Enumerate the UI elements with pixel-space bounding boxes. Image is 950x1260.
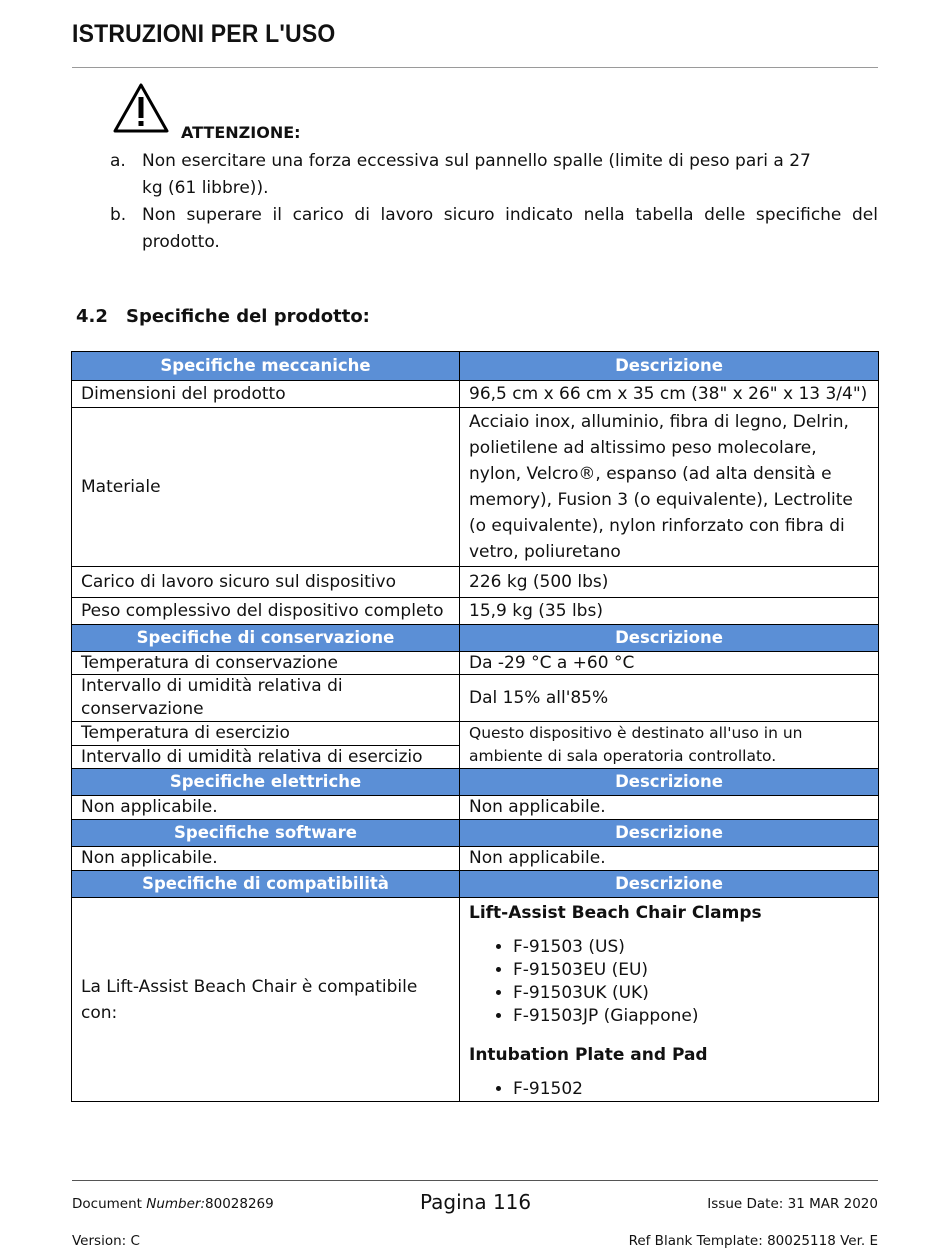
list-item: • F-91502 (513, 1078, 869, 1101)
doc-number: 80028269 (205, 1196, 274, 1212)
doc-label-italic: Number: (146, 1196, 206, 1212)
footer-page-number: Pagina 116 (420, 1190, 532, 1214)
header-cell: Descrizione (460, 871, 879, 898)
compat-list (469, 1078, 869, 1101)
footer-template: Ref Blank Template: 80025118 Ver. E (628, 1233, 878, 1249)
warning-item-letter: b. (110, 205, 127, 225)
compatibility-cell (460, 898, 879, 1102)
spec-value-cell: 96,5 cm x 66 cm x 35 cm (38" x 26" x 13 3/4") (460, 381, 879, 408)
header-cell: Specifiche di compatibilità (72, 871, 460, 898)
table-row (72, 598, 879, 625)
spec-value-cell: Questo dispositivo è destinato all'uso in un ambiente di sala operatoria controllato. (460, 722, 879, 769)
header-cell: Descrizione (460, 625, 879, 652)
table-header-row (72, 625, 879, 652)
warning-list (110, 148, 878, 256)
header-cell: Descrizione (460, 352, 879, 381)
list-item: • F-91503 (US) (513, 936, 869, 959)
table-row (72, 898, 879, 1102)
compat-list (469, 936, 869, 1028)
header-cell: Specifiche elettriche (72, 769, 460, 796)
table-header-row (72, 820, 879, 847)
spec-value-cell: Da -29 °C a +60 °C (460, 652, 879, 675)
table-row (72, 408, 879, 567)
doc-label: Document (72, 1196, 147, 1212)
spec-name-cell: Non applicabile. (72, 796, 460, 820)
table-row (72, 675, 879, 722)
spec-name-cell: Intervallo di umidità relativa di conservazione (72, 675, 460, 722)
spec-name-cell: Non applicabile. (72, 847, 460, 871)
header-cell: Descrizione (460, 769, 879, 796)
footer-issue-date: Issue Date: 31 MAR 2020 (707, 1196, 878, 1212)
spec-name-cell: Materiale (72, 408, 460, 567)
spec-name-cell: Temperatura di conservazione (72, 652, 460, 675)
table-row (72, 652, 879, 675)
spec-value-cell: Non applicabile. (460, 796, 879, 820)
table-row (72, 381, 879, 408)
table-header-row (72, 352, 879, 381)
section-heading (76, 306, 370, 327)
page-header-title: ISTRUZIONI PER L'USO (72, 20, 336, 48)
warning-triangle-icon (112, 82, 170, 134)
spec-value-cell: Acciaio inox, alluminio, fibra di legno, Delrin, polietilene ad altissimo peso molecolare, nylon, Velcro®, espanso (ad alta densità e memory), Fusion 3 (o equivalente), Lectrolite (o equivalente), nylon rinforzato con fibra di vetro, poliuretano (460, 408, 879, 567)
spec-value-cell: 226 kg (500 lbs) (460, 567, 879, 598)
header-cell: Specifiche meccaniche (72, 352, 460, 381)
list-item: • F-91503UK (UK) (513, 982, 869, 1005)
section-number: 4.2 (76, 306, 108, 327)
footer-divider (72, 1180, 878, 1181)
table-row (72, 847, 879, 871)
table-row (72, 796, 879, 820)
warning-item-text: Non superare il carico di lavoro sicuro indicato nella tabella delle specifiche del prodotto. (142, 205, 878, 252)
list-item: • F-91503EU (EU) (513, 959, 869, 982)
spec-name-cell: Peso complessivo del dispositivo completo (72, 598, 460, 625)
compat-group-title: Intubation Plate and Pad (469, 1045, 708, 1065)
header-divider (72, 67, 878, 68)
spec-name-cell: Temperatura di esercizio (72, 722, 460, 746)
warning-item-text: Non esercitare una forza eccessiva sul pannello spalle (limite di peso pari a 27 kg (61 libbre)). (142, 151, 811, 198)
header-cell: Descrizione (460, 820, 879, 847)
product-spec-table (71, 351, 879, 1102)
table-header-row (72, 769, 879, 796)
list-item: • F-91503JP (Giappone) (513, 1005, 869, 1028)
warning-item (110, 202, 878, 256)
footer-version: Version: C (72, 1233, 140, 1249)
spec-name-cell: La Lift-Assist Beach Chair è compatibile con: (72, 898, 460, 1102)
spec-value-cell: Dal 15% all'85% (460, 675, 879, 722)
header-cell: Specifiche software (72, 820, 460, 847)
table-row (72, 567, 879, 598)
warning-label: ATTENZIONE: (181, 123, 301, 142)
spec-name-cell: Intervallo di umidità relativa di esercizio (72, 745, 460, 769)
table-header-row (72, 871, 879, 898)
spec-name-cell: Dimensioni del prodotto (72, 381, 460, 408)
header-cell: Specifiche di conservazione (72, 625, 460, 652)
warning-item (110, 148, 878, 202)
spec-name-cell: Carico di lavoro sicuro sul dispositivo (72, 567, 460, 598)
compat-group-title: Lift-Assist Beach Chair Clamps (469, 903, 762, 923)
footer-document-number (72, 1196, 274, 1212)
spec-value-cell: 15,9 kg (35 lbs) (460, 598, 879, 625)
table-row (72, 722, 879, 746)
section-title: Specifiche del prodotto: (126, 306, 370, 327)
spec-value-cell: Non applicabile. (460, 847, 879, 871)
warning-item-letter: a. (110, 151, 126, 171)
